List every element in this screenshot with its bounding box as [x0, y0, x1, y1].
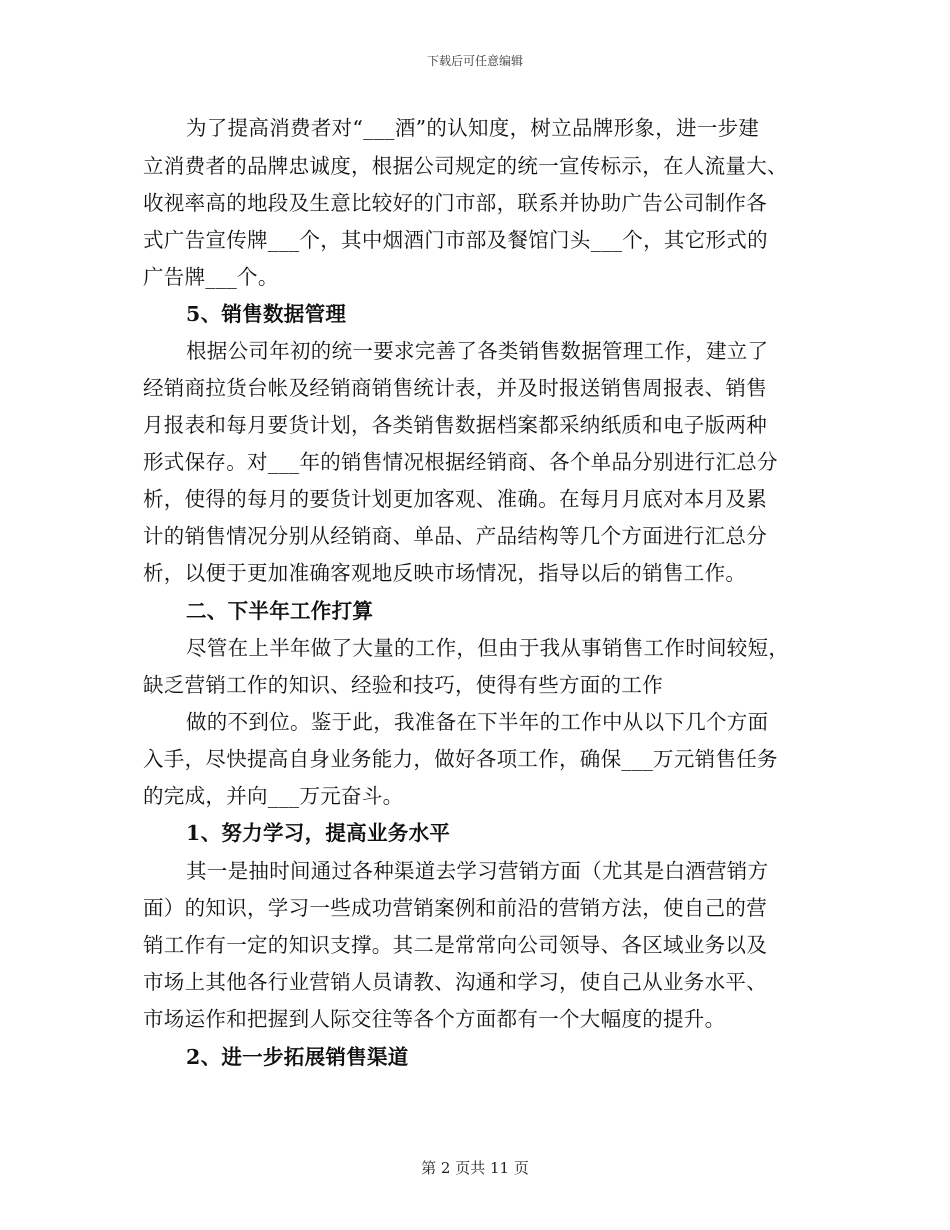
paragraph-line: 式广告宣传牌___个，其中烟酒门市部及餐馆门头___个，其它形式的: [143, 228, 768, 252]
paragraph-line: 收视率高的地段及生意比较好的门市部，联系并协助广告公司制作各: [143, 191, 767, 215]
paragraph-line: 为了提高消费者对“___酒”的认知度，树立品牌形象，进一步建: [186, 116, 760, 140]
section-heading: 二、下半年工作打算: [186, 599, 374, 623]
paragraph-line: 根据公司年初的统一要求完善了各类销售数据管理工作，建立了: [186, 339, 769, 363]
paragraph-line: 月报表和每月要货计划，各类销售数据档案都采纳纸质和电子版两种: [143, 413, 767, 437]
paragraph-line: 广告牌___个。: [143, 265, 279, 289]
paragraph-line: 形式保存。对___年的销售情况根据经销商、各个单品分别进行汇总分: [143, 450, 778, 474]
paragraph-line: 析，以便于更加准确客观地反映市场情况，指导以后的销售工作。: [143, 561, 747, 585]
paragraph-line: 销工作有一定的知识支撑。其二是常常向公司领导、各区域业务以及: [143, 933, 767, 957]
section-heading: 2、进一步拓展销售渠道: [186, 1045, 409, 1069]
page-header: 下载后可任意编辑: [426, 54, 523, 68]
paragraph-line: 市场上其他各行业营销人员请教、沟通和学习，使自己从业务水平、: [143, 970, 767, 994]
paragraph-line: 做的不到位。鉴于此，我准备在下半年的工作中从以下几个方面: [186, 710, 769, 734]
paragraph-line: 经销商拉货台帐及经销商销售统计表，并及时报送销售周报表、销售: [143, 376, 767, 400]
paragraph-line: 析，使得的每月的要货计划更加客观、准确。在每月月底对本月及累: [143, 487, 767, 511]
paragraph-line: 其一是抽时间通过各种渠道去学习营销方面（尤其是白酒营销方: [186, 859, 769, 883]
page-footer: 第 2 页共 11 页: [421, 1159, 529, 1177]
section-heading: 5、销售数据管理: [186, 302, 347, 326]
section-heading: 1、努力学习，提高业务水平: [186, 821, 451, 845]
paragraph-line: 缺乏营销工作的知识、经验和技巧，使得有些方面的工作: [143, 673, 663, 697]
paragraph-line: 市场运作和把握到人际交往等各个方面都有一个大幅度的提升。: [143, 1007, 726, 1031]
paragraph-line: 立消费者的品牌忠诚度，根据公司规定的统一宣传标示，在人流量大、: [143, 154, 788, 178]
paragraph-line: 入手，尽快提高自身业务能力，做好各项工作，确保___万元销售任务: [143, 747, 778, 771]
paragraph-line: 尽管在上半年做了大量的工作，但由于我从事销售工作时间较短，: [186, 636, 790, 660]
paragraph-line: 面）的知识，学习一些成功营销案例和前沿的营销方法，使自己的营: [143, 896, 767, 920]
paragraph-line: 计的销售情况分别从经销商、单品、产品结构等几个方面进行汇总分: [143, 524, 767, 548]
paragraph-line: 的完成，并向___万元奋斗。: [143, 784, 404, 808]
